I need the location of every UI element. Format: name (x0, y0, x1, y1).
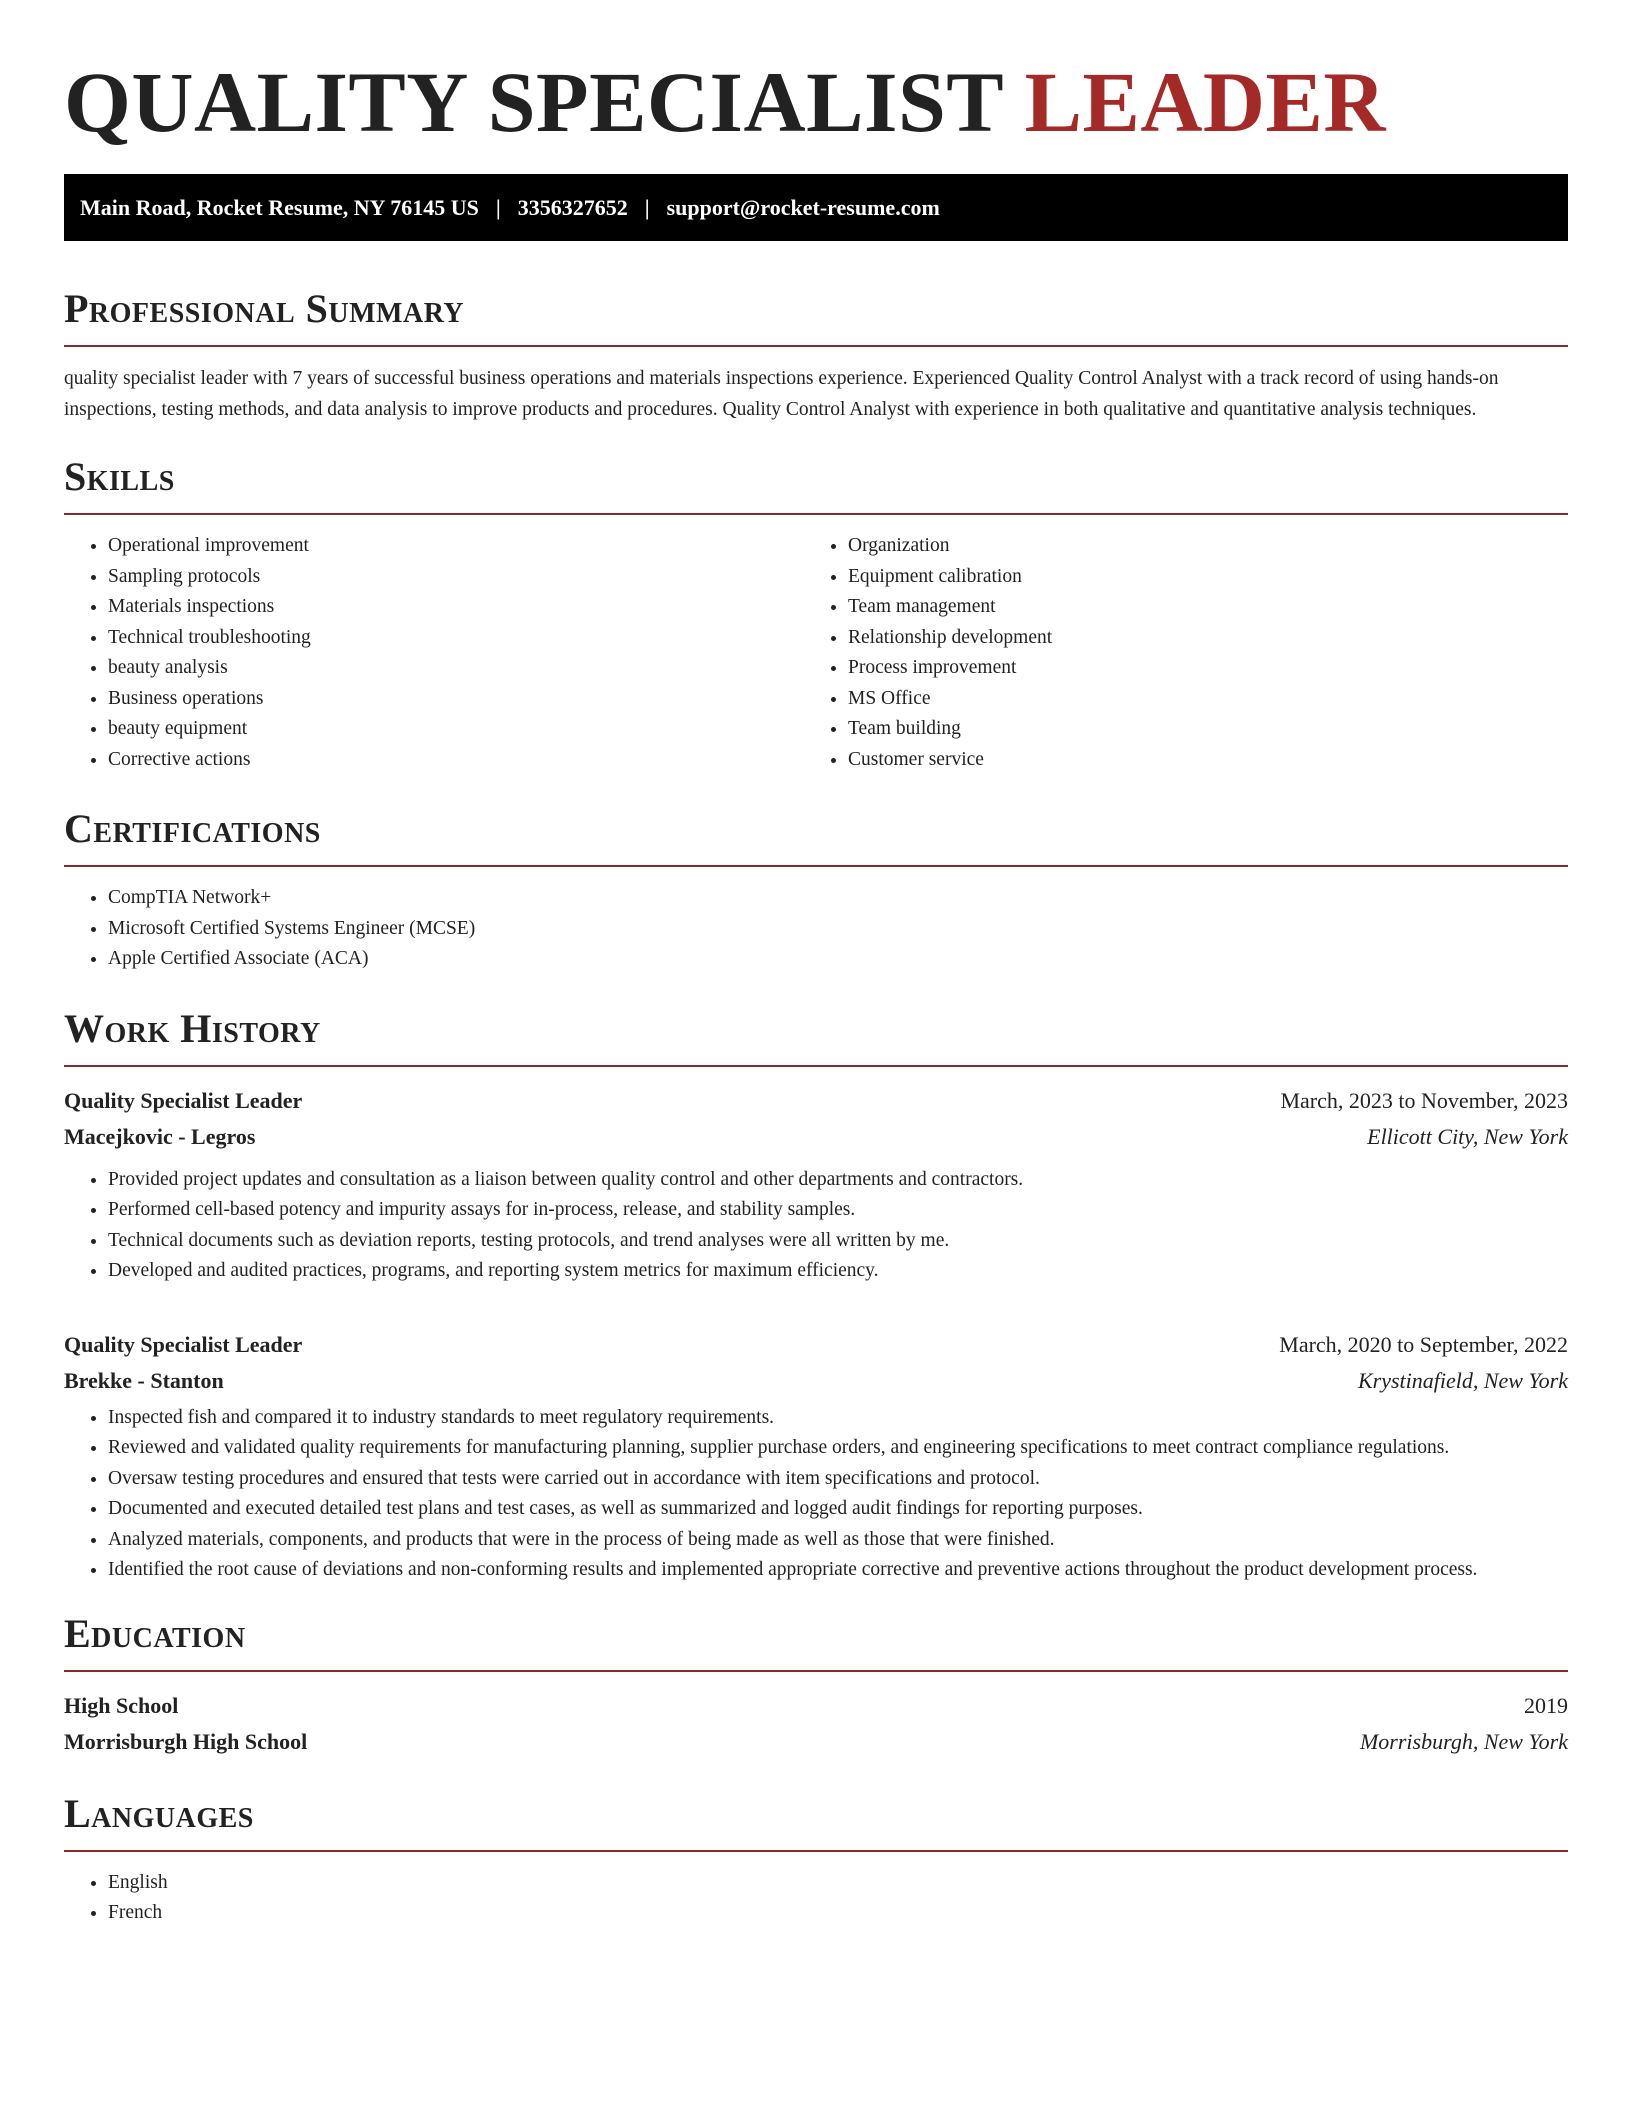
language-item: • English (108, 1868, 1568, 1899)
job-subheader (64, 1119, 1568, 1155)
education-header (64, 1688, 1568, 1724)
skill-item: • Customer service (848, 745, 1544, 776)
contact-bar (64, 174, 1568, 241)
job-dates: March, 2020 to September, 2022 (1279, 1331, 1568, 1357)
skill-item: • Business operations (108, 684, 804, 715)
section-title-summary: Professional Summary (64, 286, 465, 331)
contact-phone: 3356327652 (517, 194, 628, 220)
contact-separator: | (495, 194, 501, 220)
certifications-section (64, 805, 1568, 975)
job-dates: March, 2023 to November, 2023 (1280, 1087, 1568, 1113)
job-bullets (64, 1403, 1568, 1586)
summary-text: quality specialist leader with 7 years of successful business operations and materials inspections experience. Experienced Quality Control Analyst with a track record of using hands-on inspections, testing methods, and data analysis to improve products and procedures. Quality Control Analyst with experience in both qualitative and quantitative analysis techniques. (64, 368, 1499, 420)
job-company: Macejkovic - Legros (64, 1123, 256, 1149)
skill-item: • Corrective actions (108, 745, 804, 776)
job-bullet: • Developed and audited practices, programs, and reporting system metrics for maximum efficiency. (108, 1256, 1568, 1287)
skill-item: • Team management (848, 592, 1544, 623)
section-divider (64, 513, 1568, 515)
skill-item: • beauty equipment (108, 714, 804, 745)
job-subheader (64, 1363, 1568, 1399)
certification-item: • CompTIA Network+ (108, 883, 1568, 914)
skill-item: • Team building (848, 714, 1544, 745)
name-primary: QUALITY SPECIALIST (64, 54, 1003, 150)
skill-item: • Sampling protocols (108, 562, 804, 593)
job-company: Brekke - Stanton (64, 1367, 224, 1393)
education-year: 2019 (1524, 1692, 1568, 1718)
job-location: Ellicott City, New York (1367, 1123, 1568, 1149)
education-section (64, 1610, 1568, 1760)
job-role: Quality Specialist Leader (64, 1087, 303, 1113)
section-title-skills: Skills (64, 454, 175, 499)
skill-item: • beauty analysis (108, 653, 804, 684)
skill-item: • Equipment calibration (848, 562, 1544, 593)
name-accent: LEADER (1024, 54, 1386, 150)
job-bullet: • Technical documents such as deviation reports, testing protocols, and trend analyses were all written by me. (108, 1226, 1568, 1257)
summary-section (64, 285, 1568, 425)
job-bullet: • Reviewed and validated quality requirements for manufacturing planning, supplier purchase orders, and engineering specifications to meet contract compliance regulations. (108, 1433, 1568, 1464)
skill-item: • Organization (848, 531, 1544, 562)
education-location: Morrisburgh, New York (1359, 1728, 1568, 1754)
skills-column-left (64, 531, 804, 775)
skills-column-right (804, 531, 1544, 775)
skill-item: • Materials inspections (108, 592, 804, 623)
job-bullet: • Analyzed materials, components, and products that were in the process of being made as well as those that were finished. (108, 1525, 1568, 1556)
education-subheader (64, 1724, 1568, 1760)
skill-item: • Technical troubleshooting (108, 623, 804, 654)
section-divider (64, 865, 1568, 867)
skill-item: • Operational improvement (108, 531, 804, 562)
job-bullets (64, 1165, 1568, 1287)
job-bullet: • Identified the root cause of deviations and non-conforming results and implemented appropriate corrective and preventive actions throughout the product development process. (108, 1555, 1568, 1586)
job-entry (64, 1327, 1568, 1586)
resume-name-title (64, 52, 1568, 152)
language-item: • French (108, 1898, 1568, 1929)
skill-item: • Process improvement (848, 653, 1544, 684)
job-bullet: • Provided project updates and consultation as a liaison between quality control and other departments and contractors. (108, 1165, 1568, 1196)
job-entry (64, 1083, 1568, 1287)
job-bullet: • Inspected fish and compared it to industry standards to meet regulatory requirements. (108, 1403, 1568, 1434)
certification-item: • Apple Certified Associate (ACA) (108, 944, 1568, 975)
skill-item: • MS Office (848, 684, 1544, 715)
section-divider (64, 1670, 1568, 1672)
skills-section (64, 453, 1568, 775)
job-bullet: • Oversaw testing procedures and ensured that tests were carried out in accordance with item specifications and protocol. (108, 1464, 1568, 1495)
education-degree: High School (64, 1692, 179, 1718)
job-bullet: • Documented and executed detailed test plans and test cases, as well as summarized and logged audit findings for reporting purposes. (108, 1494, 1568, 1525)
contact-separator: | (644, 194, 650, 220)
work-history-section (64, 1005, 1568, 1586)
skill-item: • Relationship development (848, 623, 1544, 654)
job-location: Krystinafield, New York (1357, 1367, 1568, 1393)
section-title-education: Education (64, 1610, 246, 1656)
languages-section (64, 1790, 1568, 1929)
job-role: Quality Specialist Leader (64, 1331, 303, 1357)
education-school: Morrisburgh High School (64, 1728, 308, 1754)
section-divider (64, 345, 1568, 347)
section-title-languages: Languages (64, 1790, 254, 1836)
contact-email: support@rocket-resume.com (666, 194, 940, 220)
contact-address: Main Road, Rocket Resume, NY 76145 US (80, 194, 479, 220)
section-title-certifications: Certifications (64, 806, 321, 851)
job-header (64, 1327, 1568, 1363)
section-divider (64, 1065, 1568, 1067)
certification-item: • Microsoft Certified Systems Engineer (MCSE) (108, 914, 1568, 945)
section-title-work-history: Work History (64, 1005, 321, 1051)
skills-grid (64, 531, 1568, 775)
section-divider (64, 1850, 1568, 1852)
job-header (64, 1083, 1568, 1119)
job-bullet: • Performed cell-based potency and impurity assays for in-process, release, and stability samples. (108, 1195, 1568, 1226)
